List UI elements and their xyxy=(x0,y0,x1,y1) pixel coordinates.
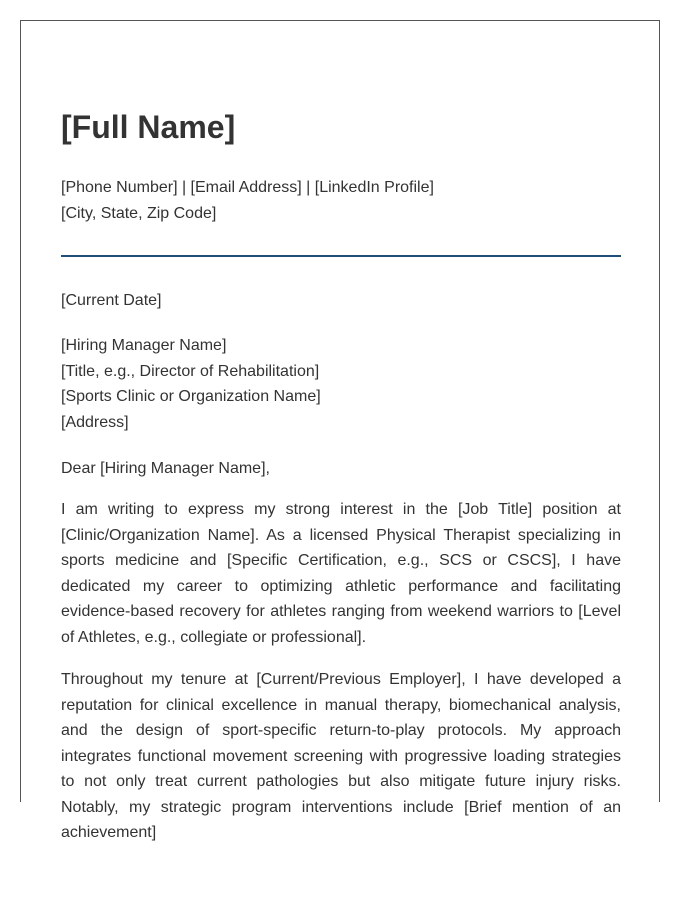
contact-line: [Phone Number] | [Email Address] | [LinkedIn Profile] xyxy=(61,179,434,196)
letter-date: [Current Date] xyxy=(61,292,162,309)
recipient-block xyxy=(61,333,621,435)
recipient-name: [Hiring Manager Name] xyxy=(61,337,227,354)
body-paragraph-1: I am writing to express my strong interest in the [Job Title] position at [Clinic/Organization Name]. As a licensed Physical Therapist specializing in sports medicine and [Specific Certification, e.g., SCS or CSCS], I have dedicated my career to optimizing athletic performance and facilitating evidence-based recovery for athletes ranging from weekend warriors to [Level of Athletes, e.g., collegiate or professional]. xyxy=(61,501,621,646)
full-name-heading: [Full Name] xyxy=(61,109,236,145)
letter-page xyxy=(20,20,660,841)
contact-block xyxy=(61,175,434,226)
location-line: [City, State, Zip Code] xyxy=(61,204,217,222)
recipient-address: [Address] xyxy=(61,413,129,431)
salutation: Dear [Hiring Manager Name], xyxy=(61,460,270,477)
body-paragraph-2: Throughout my tenure at [Current/Previous Employer], I have developed a reputation for clinical excellence in manual therapy, biomechanical analysis, and the design of sport-specific return-to-play protocols. My approach integrates functional movement screening with progressive loading strategies to not only treat current pathologies but also mitigate future injury risks. Notably, my strategic program interventions include [Brief mention of an achievement] xyxy=(61,671,621,841)
recipient-title: [Title, e.g., Director of Rehabilitation] xyxy=(61,362,320,380)
recipient-organization: [Sports Clinic or Organization Name] xyxy=(61,388,321,405)
header-divider xyxy=(61,255,621,257)
